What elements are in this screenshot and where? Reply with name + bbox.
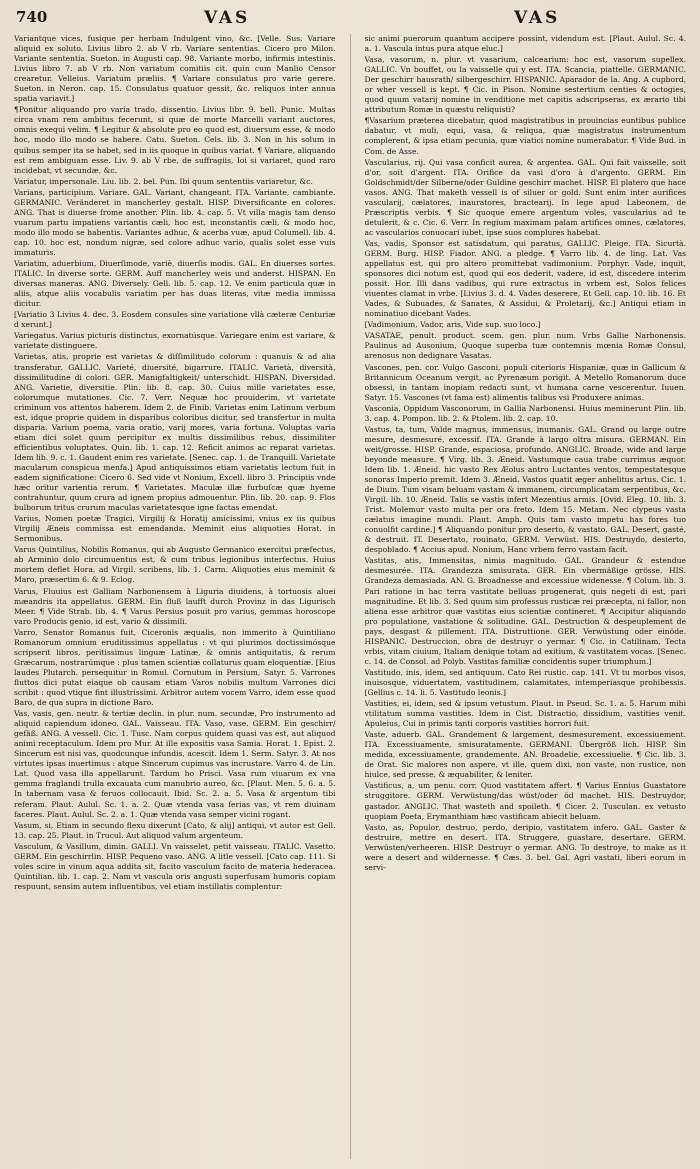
dictionary-entry: Varro, Senator Romanus fuit, Ciceronis æqualis, non immerito à Quintiliano Romanorum omnium eruditissimus appellatus : vt qui plurimos doctissimósque scripserit libros, peritissimus linguæ Latinæ, & omnis antiquitatis, & rerum Græcarum, nostrarúmque : plus tamen scientiæ collaturus quam eloquentiæ. [Eius laudes Plutarch. persequitur in Romul. Cornutum in Persium, Satyr. 5. Varrones fluttos dici putat eiaque ob causam etiam Varos nobilis multum Varrones dici scribit : quod vtique fint illustrissimi. Arbitror autem vocem Varro, idem esse quod Baro, de qua supra in dictione Baro.	[14, 627, 336, 708]
dictionary-entry: Vas, vasis, gen. neutr. & tertiæ declin. in plur. num. secundæ, Pro instrumento ad aliquid capiendum idoneo. GAL. Vaisseau. ITA. Vaso, vase. GERM. Ein geschirr/ gefäß. ANG. A vessell. Cic. 1. Tusc. Nam corpus quidem quasi vas est, aut aliquod animi receptaculum. Idem pro Mur. At ille expositis vasa Samia. Horat. 1. Epist. 2. Sincerum est nisi vas, quodcunque infundis, acescit. Idem 1. Serm. Satyr. 3. At nos virtutes ipsas inuertimus : atque Sincerum cupimus vas incrustare. Varro 4. de Lin. Lat. Quod vasa illa appellarunt. Tardum ho Prisci. Vasa rum viuarum ex vna gemma fraglandi trulla excauata cum manubrio aureo, &c. [Plaut. Men. 5. 6. a. 5. In tabernam vasa & feruos collocauit. Ibid. Sc. 2. a. 5. Vasa & argentum tibi referam. Plaut. Aulul. Sc. 1. a. 2. Quæ vtenda vasa ferias vas, vt rem diuinam faceres. Plaut. Aulul. Sc. 2. a. 1. Quæ vtenda vasa semper vicini rogant.	[14, 709, 336, 819]
dictionary-entry: Vastities, ei, idem, sed & ipsum vetustum. Plaut. in Pseud. Sc. 1. a. 5. Harum mihi vtilitatum summa vastities. Idem in Cist. Distractio, dissidium, vastities venit. Apuleius, Cui in primis tanti corporis vastities horrori fuit.	[364, 699, 686, 729]
running-head-left: VAS	[204, 8, 251, 28]
dictionary-entry: [Vadimonium, Vador, aris, Vide sup. suo loco.]	[364, 320, 541, 330]
dictionary-entry: Varius, Nomen poetæ Tragici, Virgilij & Horatij amicissimi, vnius ex iis quibus Virgilij Æneis commissa est emendanda. Meminit eius aliquoties Horat. in Sermonibus.	[14, 514, 336, 544]
dictionary-entry: [Variatio 3 Livius 4. dec. 3. Eosdem consules sine variatione vllà cæteræ Centuriæ d xerunt.]	[14, 310, 336, 330]
dictionary-entry: Variantque vices, fusique per herbam Indulgent vino, &c. [Velle. Sus. Variare aliquid ex soluto. Livius libro 2. ab V rb. Variare sententias. Cicero pro Milon. Variante sententia. Sueton. in Augusti cap. 98. Variante morbo, infirmis intestinis. Livius libro 7. ab V rb. Non variatum comitiis cit. quin cum Manlio Censor crearetur. Velleius. Variatum præliis. ¶ Variare consulatus pro varie gerere. Sueton. in Neron. cap. 15. Consulatus quatuor gessit, &c. reliquos inter annua spatia variavit.]	[14, 34, 336, 104]
page-header	[14, 8, 686, 30]
dictionary-entry: ¶Ponitur aliquando pro varia trado, dissentio. Livius libr. 9. bell. Punic. Multas circa vnam rem ambitus fecerunt, si quæ de morte Marcelli variant auctores, omnis exequi velim. ¶ Legitur & absolute pro eo quod est, diuersum esse, & modo hoc, modo illo modo se habere. Catu. Sueton. Cels. lib. 3. Non in his solum in quibus semper ita se habet, sed in iis quoque in quibus variat. ¶ Variare, aliquando est rem ambiguam esse. Liv. 9. ab V rbe, de suffragiis, Ioi si variaret, quod raro incidebat, vt secundæ, &c.	[14, 105, 336, 175]
dictionary-entry: ¶Vasarium præterea dicebatur, quod magistratibus in prouincias euntibus publice dabatur, vt muli, equi, vasa, & reliqua, quæ magistratus instrumentum complerent, & ipsa etiam pecunia, quæ viatici nomine numerabatur. ¶ Vide Bud. in Com. de Asse.	[364, 116, 686, 156]
dictionary-entry: Vasconia, Oppidum Vasconorum, in Gallia Narbonensi. Huius meminerunt Plin. lib. 3. cap. 4. Pompon. lib. 2. & Ptolem. lib. 2. cap. 10.	[364, 403, 686, 423]
left-column	[14, 34, 336, 1159]
dictionary-entry: Variatur, impersonale. Liu. lib. 2. bel. Pun. Ibi quum sententiis variaretur, &c.	[14, 176, 313, 186]
dictionary-entry: VASATAE, penult. product. scem. gen. plur. num. Vrbs Gallie Narbonensis. Paulinus ad Ausonium, Quoque superba tuæ contemnis mœnia Romæ Consul, arenosus non dedignare Vasatas.	[364, 331, 686, 361]
dictionary-entry: Varians, participium. Variare. GAL. Variant, changeant. ITA. Variante, cambiante. GERMANIC. Veränderet in mancherley gestalt. HISP. Diversificante en colores. ANG. That is diuerse frome another. Plin. lib. 4. cap. 5. Vt villa magis tam denso vuarum partu impatiens variantis cæli, hoc est, inconstantis cæli, & modo hoc, modo illo modo se habentis. Variantes adhuc, & acerba vuæ, apud Columell. lib. 4. cap. 10. hoc est, nondum nigræ, sed colore adhuc vario, qualis solet esse vuis immaturis.	[14, 187, 336, 257]
dictionary-entry: Vasto, as, Populor, destruo, perdo, deripio, vastitatem infero. GAL. Gaster & destruire, mettre en desert. ITA. Struggere, guastare, desertare. GERM. Verwüsten/verheeren. HISP. Destruyr o yermar. ANG. To destroye, to make as it were a desert and wildernesse. ¶ Cæs. 3. bel. Gal. Agri vastati, liberi eorum in servi-	[364, 822, 686, 872]
dictionary-entry: Variegatus. Varius picturis distinctus, exornatúsque. Variegare enim est variare, & varietate distinguere.	[14, 331, 336, 351]
text-columns	[14, 34, 686, 1159]
dictionary-entry: Vastificus, a, um penu. corr. Quod vastitatem affert. ¶ Varius Ennius Guastatore struggitore. GERM. Verwüstung/das wüst/oder öd machet. HIS. Destruydor, gastador. ANGLIC. That wasteth and spoileth. ¶ Cicer. 2. Tusculan. ex vetusto quopiam Poeta, Erymanthiam hæc vastificam abiecit beluam.	[364, 781, 686, 821]
dictionary-entry: Varus, Fluuius est Galliam Narbonensem à Liguria diuidens, à tortuosis aluei mæandris ita appellatus. GERM. Ein fluß laufft durch Provinz in das Ligurisch Meer. ¶ Vide Strab. lib. 4. ¶ Varus Persius posuit pro varius, gemmas horoscope varo Producis genio, id est, vario & dissimili.	[14, 586, 336, 626]
dictionary-entry: Vastitas, atis, Immensitas, nimia magnitudo. GAL. Grandeur & estendue desmesurée. ITA. Grandezza smisurata. GER. Ein vbermäßige grösse. HIS. Grandeza demasiada. AN. G. Broadnesse and excessiue widenesse. ¶ Colum. lib. 3. Pari ratione in hac terra vastitate belluas progenerat, quis negeti di est, pari magnitudine. Et lib. 3. Sed quum sim professus rusticæ rei præcepta, ni fallor, non aliena esse arbitror quæ vastitas eius scientiæ contineret. ¶ Accipitur aliquando pro populatione, vastatione & solitudine. GAL. Destruction & despeuplement de pays, desgast & pillement. ITA. Distruttione. GER. Verwüstung oder einöde. HISPANIC. Destruccion, obra de destruyr o yermar. ¶ Cic. in Catilinam, Tecta vrbis, vitam ciuium, Italiam denique totam ad exitium, & vastitatem vocas. [Senec. c. 14. de Consol. ad Polyb. Vastitas familiæ concidentis super triumphum.]	[364, 556, 686, 666]
dictionary-entry: Vastitudo, inis, idem, sed antiquum. Cato Rei rustic. cap. 141. Vt tu morbos visos, inuisosque, viduertatem, vastitudinem, calamitates, intemperiasque prohibessis. [Gellius c. 14. li. 5. Vastitudo leonis.]	[364, 667, 686, 697]
dictionary-entry: Varus Quintilius, Nobilis Romanus, qui ab Augusto Germanico exercitui præfectus, ab Arminio dolo circumuentus est, & cum tribus legionibus interfectus. Huius mortem deflet Hora. ad Virgil. scribens, lib. 1. Carm. Aliquoties eius meminit & Maro, præsertim 6. & 9. Eclog.	[14, 545, 336, 585]
dictionary-entry: sic animi puerorum quantum accipere possint, videndum est. [Plaut. Aulul. Sc. 4. a. 1. Vascula intus pura atque eluc.]	[364, 34, 686, 54]
dictionary-entry: Vascularius, rij. Qui vasa conficit aurea, & argentea. GAL. Qui fait vaisselle, soit d'or, soit d'argent. ITA. Orifice da vasi d'oro à d'argento. GERM. Ein Goldschmidt/der Silberne/oder Guldine geschirr machet. HISP. El platero que hace vasos. ANG. That maketh vessell is of siluer or gold. Sunt enim inter aurifices vascularij, cælatores, inauratores, bractearij. In lege apud Labeonem, de Præscriptis verbis. ¶ Sic quoque emere argentum voles, vascularius ad te detulerit, & c. Cic. 6. Verr. In regium maximam palam artifices omnes, cælatores, ac vascularios conuocari iubet, ipse suos complures habebat.	[364, 157, 686, 237]
dictionary-entry: Vasculum, & Vasillum, dimin. GALLI. Vn vaisselet, petit vaisseau. ITALIC. Vasetto. GERM. Ein geschirrlin. HISP. Pequeno vaso. ANG. A litle vessell. [Cato cap. 111. Si voles scire in vinum aqua addita sit, facito vasculum facito de materia hederacea. Quintilian. lib. 1. cap. 2. Nam vt vascula oris angusti superfusam humoris copiam respuunt, sensim autem influentibus, vel etiam instillatis complentur:	[14, 841, 336, 891]
dictionary-entry: Vas, vadis, Sponsor est satisdatum, qui paratus, GALLIC. Pleige. ITA. Sicurtà. GERM. Burg. HISP. Fiador. ANG. a pledge. ¶ Varro lib. 4. de ling. Lat. Vas appellatus est, qui pro altero promittebat vadimonium. Porphyr. Vade, inquit, sponsores dici notum est, quod qui eos dederit, vadere, id est, discedere interim possit. Hor. Illi dans vadibus, qui rure extractus in vrbem est, Solos felices viuentes clamat in vrbe. [Livius 3. d. 4. Vades deserere, Et Gell. cap. 10. lib. 16. Et Vades, & Subuades, & Sanates, & Assidui, & Proletarij, &c.] Antiqui etiam in nominatiuo dicebant Vades.	[364, 238, 686, 319]
dictionary-entry: Vasa, vasorum, n. plur. vt vasarium, calcearium: hoc est, vasorum supellex. GALLIC. Vn bouffet, ou la vaisselle qui y est. ITA. Scancia, piattelle. GERMANIC. Der geschirr hausrath/ silbergeschirr. HISPANIC. Aparador de la. Ang. A cupbord, or wher vessell is kept. ¶ Cic. in Pison. Nomine sestertium centies & octogies, quod quum vatarij nomine in venditione met capitis adscripseras, ex ærario tibi attributum Romæ in quæstu reliquisti?	[364, 55, 686, 115]
dictionary-entry: Vastus, ta, tum, Valde magnus, immensus, inumanis. GAL. Grand ou large outre mesure, desmesuré, excessif. ITA. Grande à largo oltra misura. GERMAN. Ein weit/grosse. HISP. Grande, espaciosa, profundo. ANGLIC. Broade, wide and large beyonde measure. ¶ Virg. lib. 3. Æneid. Vastumque caua trabe currimus æquor. Idem lib. 1. Æneid. hic vasto Rex Æolus antro Luctantes ventos, tempestatesque sonoras Imperio premit. Idem 3. Æneid. Vastos quatit æger anhelitus artus. Cic. 1. de Diuin. Tum visam beluam vastam & immanem, circumplicatam serpentibus, &c. Virgil. lib. 10. Æneid. Talis se vastis infert Mezentius armis. [Ovid. Eleg. 10. lib. 3. Trist. Molemur vasto multa per ora freto. Idem 15. Metam. Nec clypeus vasta cælatus imagine mundi. Plaut. Amph. Quis tam vasto impetu has fores tuo conuolfit cardine.] ¶ Aliquando ponitur pro deserto, & vastato. GAL. Desert, gasté, & destruit. IT. Desertato, rouinato. GERM. Verwüst. HIS. Destruydo, desierto, despoblado. ¶ Accius apud. Nonium, Hanc vrbem ferro vastam facit.	[364, 424, 686, 555]
dictionary-entry: Vasum, si, Etiam in secundo flexu dixerunt [Cato, & alij] antiqui, vt autor est Gell. 13. cap. 25. Plaut. in Trucul. Aut aliquod valum argenteum.	[14, 820, 336, 840]
dictionary-entry: Vascones, pen. cor. Vulgo Gasconi, populi citerioris Hispaniæ, quæ in Gallicum & Britannicum Oceanum vergit, ac Pyrenæum porigit. A Metello Romanorum duce obsessi, in tantam inopiam redacti sunt, vt humana carne vescerentur. Iuuen. Satyr. 15. Vascones (vt fama est) alimentis talibus vsi Produxere animas.	[364, 362, 686, 402]
dictionary-entry: Varietas, atis, proprie est varietas & diſſimilitudo colorum : quanuis & ad alia transferatur. GALLIC. Varieté, diuersité, bigarrure. ITALIC. Varietà, diversità, dissimilitudine di colori. GER. Manigfaltigkeit/ unterschidt. HISPAN. Diversidad. ANG. Varietie, diversitie. Plin. lib. 8. cap. 30. Cuius mille varietates esse, colorumque mutationes. Cic. 7. Verr. Nequæ hoc prouiderim, vt varietate criminum vos attentos haberem. Idem 2. de Finib. Varietas enim Latinum verbum est, idque proprie quidem in disparibus coloribus dicitur, sed transfertur in multa disparia. Varium poema, varia oratio, varij mores, varia fortuna. Voluptas varia etiam dici solet quum percipitur ex multis dissimilibus rebus, dissimiliter efficientibus voluptates. Quin. lib. 1. cap. 12. Reficit animos ac reparat varietas. Idem lib. 9. c. 1. Gaudent enim res varietate. [Senec. cap. 1. de Tranquill. Varietate macularum conspicua menfa.] Apud antiquissimos etiam varietatis lectum fuit in eadem significatione: Cicero 6. Sed vide vt Nonium, Excell. libro 3. Principiis vnde hæc oritur varientia rerum. ¶ Varietates. Maculæ illæ furbuſcæ quæ hyeme contrahuntur, quum crura ad ignem propius admouentur. Plin. lib. 20. cap. 9. Flos bulborum tritus crurum maculas varietatesque igne factas emendat.	[14, 352, 336, 513]
running-head-right: VAS	[514, 8, 561, 28]
dictionary-entry: Vaste, aduerb. GAL. Grandement & largement, desmesurement, excessiuement. ITA. Excessiuamente, smisuratamente. GERMANI. Übergröß lich. HISP. Sin medida, excessiuamente, grandemente. AN. Broadelie, excessiuelie. ¶ Cic. lib. 3. de Orat. Sic malores non aspere, vt ille, quem dixi, non vaste, non rustice, non hiulce, sed presse, & æquabiliter, & leniter.	[364, 730, 686, 780]
page-number: 740	[16, 8, 48, 26]
column-divider	[350, 34, 351, 1159]
dictionary-entry: Variatim, aduerbium, Diuerſimode, variè, diuerſis modis. GAL. En diuerses sortes. ITALIC. In diverse sorte. GERM. Auff mancherley weis und anderst. HISPAN. En diversas maneras. ANG. Diversely. Gell. lib. 5. cap. 12. Ve enim particula quæ in aliis, atque aliis vocabulis variatim per has duas literas, vitæ media immissa dicitur.	[14, 259, 336, 309]
right-column	[365, 34, 687, 1159]
